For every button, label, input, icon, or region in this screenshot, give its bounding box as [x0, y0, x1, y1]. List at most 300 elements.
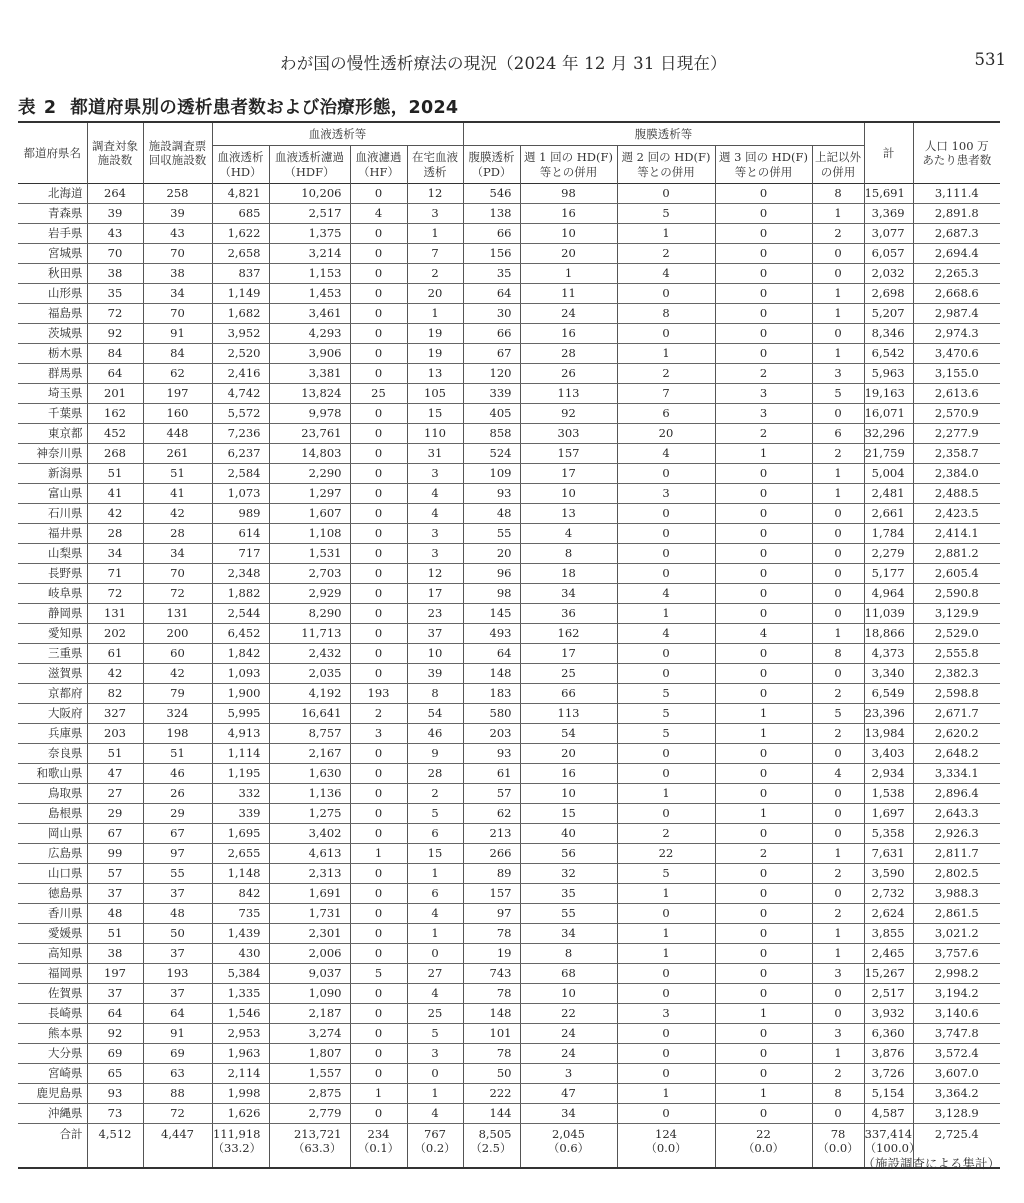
prefecture-name: 栃木県	[18, 344, 87, 364]
cell-home-hd: 5	[407, 804, 463, 824]
prefecture-name: 神奈川県	[18, 444, 87, 464]
total-pd-hd3-pct: （0.0）	[742, 1141, 785, 1156]
cell-pd-hd1: 26	[520, 364, 617, 384]
prefecture-name: 北海道	[18, 184, 87, 204]
cell-total: 3,726	[864, 1064, 913, 1084]
prefecture-name: 沖縄県	[18, 1104, 87, 1124]
cell-pd-hd1: 20	[520, 744, 617, 764]
cell-surveyed: 201	[87, 384, 143, 404]
cell-hd: 3,952	[212, 324, 269, 344]
cell-hd: 1,439	[212, 924, 269, 944]
cell-pd-hd1: 68	[520, 964, 617, 984]
cell-pd: 93	[463, 744, 520, 764]
table-row	[18, 784, 1000, 804]
cell-hdf: 23,761	[269, 424, 350, 444]
prefecture-name: 和歌山県	[18, 764, 87, 784]
cell-pd-other: 5	[812, 384, 864, 404]
cell-hd: 5,572	[212, 404, 269, 424]
cell-hdf: 9,037	[269, 964, 350, 984]
cell-pd-hd2: 0	[617, 184, 715, 204]
cell-hd: 5,995	[212, 704, 269, 724]
cell-total: 2,481	[864, 484, 913, 504]
cell-pd-other: 0	[812, 404, 864, 424]
cell-total: 6,360	[864, 1024, 913, 1044]
table-row	[18, 1084, 1000, 1104]
total-pd-hd2-value: 124	[655, 1127, 677, 1141]
cell-surveyed: 70	[87, 244, 143, 264]
cell-hdf: 2,006	[269, 944, 350, 964]
total-home-hd-value: 767	[424, 1127, 446, 1141]
cell-pd-other: 1	[812, 464, 864, 484]
cell-hf: 0	[350, 664, 407, 684]
cell-responded: 72	[143, 1104, 212, 1124]
cell-pd-hd3: 3	[715, 404, 812, 424]
cell-total: 16,071	[864, 404, 913, 424]
cell-per-million: 2,687.3	[913, 224, 1000, 244]
cell-pd: 203	[463, 724, 520, 744]
cell-pd-hd2: 5	[617, 864, 715, 884]
cell-per-million: 2,265.3	[913, 264, 1000, 284]
cell-pd-hd2: 5	[617, 684, 715, 704]
header-line: 週 1 回の HD(F)	[524, 150, 613, 165]
cell-responded: 42	[143, 504, 212, 524]
cell-pd-hd3: 0	[715, 324, 812, 344]
cell-responded: 29	[143, 804, 212, 824]
table-row	[18, 484, 1000, 504]
cell-pd-hd3: 1	[715, 1084, 812, 1104]
prefecture-name: 香川県	[18, 904, 87, 924]
cell-pd: 148	[463, 1004, 520, 1024]
header-facilities-surveyed	[87, 122, 143, 184]
cell-pd-hd3: 0	[715, 184, 812, 204]
cell-per-million: 3,128.9	[913, 1104, 1000, 1124]
cell-responded: 62	[143, 364, 212, 384]
cell-hdf: 10,206	[269, 184, 350, 204]
cell-per-million: 3,334.1	[913, 764, 1000, 784]
cell-responded: 46	[143, 764, 212, 784]
cell-pd: 266	[463, 844, 520, 864]
prefecture-name: 埼玉県	[18, 384, 87, 404]
prefecture-name: 青森県	[18, 204, 87, 224]
header-line: あたり患者数	[922, 153, 992, 167]
cell-pd: 96	[463, 564, 520, 584]
cell-hdf: 2,290	[269, 464, 350, 484]
cell-responded: 64	[143, 1004, 212, 1024]
cell-hd: 1,149	[212, 284, 269, 304]
cell-pd: 138	[463, 204, 520, 224]
cell-total: 3,855	[864, 924, 913, 944]
cell-hd: 1,546	[212, 1004, 269, 1024]
cell-total: 21,759	[864, 444, 913, 464]
cell-surveyed: 38	[87, 944, 143, 964]
cell-pd-hd1: 17	[520, 464, 617, 484]
cell-hdf: 3,402	[269, 824, 350, 844]
cell-pd: 62	[463, 804, 520, 824]
cell-home-hd: 4	[407, 904, 463, 924]
cell-per-million: 2,671.7	[913, 704, 1000, 724]
cell-hd: 6,452	[212, 624, 269, 644]
cell-pd-hd1: 56	[520, 844, 617, 864]
cell-total: 4,587	[864, 1104, 913, 1124]
cell-pd-hd1: 36	[520, 604, 617, 624]
cell-pd: 145	[463, 604, 520, 624]
cell-home-hd: 5	[407, 1024, 463, 1044]
total-hf-pct: （0.1）	[357, 1141, 400, 1156]
cell-pd-hd3: 0	[715, 964, 812, 984]
table-row	[18, 264, 1000, 284]
cell-total: 11,039	[864, 604, 913, 624]
cell-per-million: 2,414.1	[913, 524, 1000, 544]
header-line: 施設数	[97, 153, 133, 167]
cell-hf: 0	[350, 924, 407, 944]
cell-hd: 2,953	[212, 1024, 269, 1044]
cell-responded: 70	[143, 564, 212, 584]
cell-hd: 332	[212, 784, 269, 804]
cell-responded: 70	[143, 244, 212, 264]
cell-per-million: 2,358.7	[913, 444, 1000, 464]
cell-home-hd: 1	[407, 304, 463, 324]
table-row	[18, 364, 1000, 384]
cell-pd-hd3: 0	[715, 664, 812, 684]
cell-pd-hd2: 1	[617, 344, 715, 364]
cell-pd-hd1: 92	[520, 404, 617, 424]
cell-surveyed: 41	[87, 484, 143, 504]
cell-home-hd: 3	[407, 464, 463, 484]
header-line: 調査対象	[92, 138, 138, 153]
cell-surveyed: 34	[87, 544, 143, 564]
cell-pd-hd3: 4	[715, 624, 812, 644]
cell-home-hd: 105	[407, 384, 463, 404]
cell-hd: 5,384	[212, 964, 269, 984]
cell-responded: 50	[143, 924, 212, 944]
cell-hd: 1,114	[212, 744, 269, 764]
cell-total: 2,279	[864, 544, 913, 564]
cell-hf: 3	[350, 724, 407, 744]
cell-surveyed: 197	[87, 964, 143, 984]
cell-hf: 0	[350, 1024, 407, 1044]
cell-pd-hd3: 1	[715, 444, 812, 464]
cell-pd-hd2: 6	[617, 404, 715, 424]
cell-surveyed: 202	[87, 624, 143, 644]
cell-hf: 0	[350, 284, 407, 304]
cell-pd-other: 0	[812, 244, 864, 264]
cell-pd-hd1: 16	[520, 764, 617, 784]
cell-pd-hd1: 20	[520, 244, 617, 264]
cell-pd-hd3: 0	[715, 484, 812, 504]
cell-surveyed: 51	[87, 464, 143, 484]
cell-pd-hd2: 0	[617, 284, 715, 304]
cell-total: 2,934	[864, 764, 913, 784]
table-row	[18, 324, 1000, 344]
cell-hf: 0	[350, 784, 407, 804]
cell-hd: 837	[212, 264, 269, 284]
cell-responded: 38	[143, 264, 212, 284]
cell-pd: 57	[463, 784, 520, 804]
header-line: （HDF）	[284, 164, 335, 179]
cell-responded: 37	[143, 884, 212, 904]
cell-pd-other: 2	[812, 444, 864, 464]
cell-hd: 1,882	[212, 584, 269, 604]
cell-hf: 0	[350, 344, 407, 364]
prefecture-name: 愛知県	[18, 624, 87, 644]
prefecture-name: 三重県	[18, 644, 87, 664]
total-label: 合計	[18, 1124, 87, 1169]
cell-surveyed: 37	[87, 884, 143, 904]
table-title	[18, 94, 458, 119]
cell-pd-hd3: 0	[715, 944, 812, 964]
header-hd	[212, 146, 269, 184]
cell-total: 6,057	[864, 244, 913, 264]
cell-pd-hd2: 1	[617, 604, 715, 624]
cell-pd-other: 1	[812, 944, 864, 964]
table-row	[18, 764, 1000, 784]
cell-surveyed: 72	[87, 584, 143, 604]
table-row	[18, 624, 1000, 644]
cell-surveyed: 65	[87, 1064, 143, 1084]
cell-pd: 546	[463, 184, 520, 204]
prefecture-name: 愛媛県	[18, 924, 87, 944]
cell-hdf: 3,274	[269, 1024, 350, 1044]
cell-pd-hd1: 98	[520, 184, 617, 204]
cell-total: 4,373	[864, 644, 913, 664]
cell-hdf: 9,978	[269, 404, 350, 424]
total-pd-hd3	[715, 1124, 812, 1169]
cell-total: 3,876	[864, 1044, 913, 1064]
cell-hdf: 3,461	[269, 304, 350, 324]
total-hdf	[269, 1124, 350, 1169]
header-line: 腹膜透析	[468, 150, 515, 165]
cell-responded: 72	[143, 584, 212, 604]
table-row	[18, 844, 1000, 864]
table-row	[18, 864, 1000, 884]
cell-hd: 430	[212, 944, 269, 964]
cell-home-hd: 9	[407, 744, 463, 764]
cell-home-hd: 54	[407, 704, 463, 724]
cell-hf: 0	[350, 864, 407, 884]
cell-responded: 70	[143, 304, 212, 324]
table-row	[18, 1044, 1000, 1064]
prefecture-name: 富山県	[18, 484, 87, 504]
cell-total: 7,631	[864, 844, 913, 864]
cell-pd-other: 0	[812, 544, 864, 564]
cell-hd: 4,913	[212, 724, 269, 744]
cell-hdf: 8,290	[269, 604, 350, 624]
cell-pd-other: 0	[812, 784, 864, 804]
cell-per-million: 2,974.3	[913, 324, 1000, 344]
cell-pd-hd1: 55	[520, 904, 617, 924]
cell-pd-hd3: 0	[715, 304, 812, 324]
prefecture-name: 新潟県	[18, 464, 87, 484]
table-header	[18, 122, 1000, 184]
cell-home-hd: 12	[407, 564, 463, 584]
header-line: の併用	[820, 164, 856, 179]
cell-pd-hd2: 4	[617, 584, 715, 604]
cell-pd-hd1: 8	[520, 944, 617, 964]
cell-per-million: 2,529.0	[913, 624, 1000, 644]
cell-home-hd: 10	[407, 644, 463, 664]
cell-hdf: 16,641	[269, 704, 350, 724]
cell-pd: 55	[463, 524, 520, 544]
table-row	[18, 724, 1000, 744]
cell-hd: 735	[212, 904, 269, 924]
prefecture-name: 宮城県	[18, 244, 87, 264]
cell-hdf: 2,432	[269, 644, 350, 664]
cell-pd-hd3: 0	[715, 604, 812, 624]
cell-pd-hd3: 0	[715, 564, 812, 584]
cell-pd-hd1: 13	[520, 504, 617, 524]
cell-hd: 2,416	[212, 364, 269, 384]
header-line: 血液濾過	[355, 150, 402, 165]
cell-hf: 0	[350, 524, 407, 544]
cell-surveyed: 84	[87, 344, 143, 364]
table-body	[18, 184, 1000, 1169]
cell-per-million: 2,620.2	[913, 724, 1000, 744]
cell-hd: 685	[212, 204, 269, 224]
total-pd-value: 8,505	[478, 1127, 512, 1141]
cell-pd: 97	[463, 904, 520, 924]
cell-home-hd: 6	[407, 884, 463, 904]
cell-pd: 493	[463, 624, 520, 644]
cell-hd: 614	[212, 524, 269, 544]
cell-pd-hd2: 4	[617, 264, 715, 284]
cell-hdf: 1,090	[269, 984, 350, 1004]
cell-home-hd: 1	[407, 1084, 463, 1104]
cell-pd-hd2: 3	[617, 1004, 715, 1024]
cell-home-hd: 0	[407, 1064, 463, 1084]
cell-home-hd: 46	[407, 724, 463, 744]
cell-hdf: 4,293	[269, 324, 350, 344]
cell-surveyed: 131	[87, 604, 143, 624]
cell-pd-hd3: 2	[715, 844, 812, 864]
cell-pd-hd1: 10	[520, 784, 617, 804]
table-row	[18, 184, 1000, 204]
cell-home-hd: 2	[407, 264, 463, 284]
header-line: （PD）	[471, 164, 512, 179]
cell-pd-other: 2	[812, 724, 864, 744]
cell-total: 3,369	[864, 204, 913, 224]
cell-per-million: 2,998.2	[913, 964, 1000, 984]
cell-surveyed: 71	[87, 564, 143, 584]
cell-hf: 0	[350, 984, 407, 1004]
cell-hd: 339	[212, 804, 269, 824]
cell-per-million: 2,861.5	[913, 904, 1000, 924]
cell-hdf: 2,929	[269, 584, 350, 604]
cell-pd: 20	[463, 544, 520, 564]
cell-surveyed: 73	[87, 1104, 143, 1124]
cell-responded: 160	[143, 404, 212, 424]
table-row	[18, 804, 1000, 824]
prefecture-name: 山形県	[18, 284, 87, 304]
cell-pd-hd3: 0	[715, 1024, 812, 1044]
cell-surveyed: 42	[87, 664, 143, 684]
cell-total: 1,697	[864, 804, 913, 824]
cell-total: 5,177	[864, 564, 913, 584]
cell-pd-hd1: 24	[520, 1044, 617, 1064]
cell-surveyed: 28	[87, 524, 143, 544]
cell-pd-other: 4	[812, 764, 864, 784]
prefecture-name: 佐賀県	[18, 984, 87, 1004]
cell-pd-other: 0	[812, 604, 864, 624]
cell-pd-hd2: 0	[617, 644, 715, 664]
cell-hdf: 14,803	[269, 444, 350, 464]
cell-pd-hd2: 4	[617, 624, 715, 644]
cell-home-hd: 4	[407, 1104, 463, 1124]
cell-pd: 66	[463, 324, 520, 344]
cell-hd: 1,963	[212, 1044, 269, 1064]
cell-per-million: 3,572.4	[913, 1044, 1000, 1064]
cell-pd-hd3: 0	[715, 244, 812, 264]
cell-surveyed: 43	[87, 224, 143, 244]
cell-hdf: 2,779	[269, 1104, 350, 1124]
cell-per-million: 3,194.2	[913, 984, 1000, 1004]
table-row	[18, 224, 1000, 244]
prefecture-name: 秋田県	[18, 264, 87, 284]
table-row	[18, 384, 1000, 404]
cell-per-million: 3,988.3	[913, 884, 1000, 904]
cell-hd: 7,236	[212, 424, 269, 444]
cell-pd-hd1: 54	[520, 724, 617, 744]
cell-pd: 183	[463, 684, 520, 704]
total-pd-hd2-pct: （0.0）	[645, 1141, 687, 1156]
cell-per-million: 2,488.5	[913, 484, 1000, 504]
cell-hd: 4,821	[212, 184, 269, 204]
table-label: 表	[18, 98, 36, 118]
cell-total: 5,207	[864, 304, 913, 324]
cell-hdf: 2,517	[269, 204, 350, 224]
cell-pd: 48	[463, 504, 520, 524]
total-pd-hd2	[617, 1124, 715, 1169]
cell-hdf: 2,167	[269, 744, 350, 764]
cell-pd-hd2: 1	[617, 1084, 715, 1104]
prefecture-name: 高知県	[18, 944, 87, 964]
cell-pd-hd2: 4	[617, 444, 715, 464]
header-group-peritoneal: 腹膜透析等	[463, 122, 864, 146]
cell-surveyed: 35	[87, 284, 143, 304]
cell-hf: 0	[350, 264, 407, 284]
table-row	[18, 544, 1000, 564]
cell-hdf: 1,557	[269, 1064, 350, 1084]
cell-pd-hd3: 0	[715, 824, 812, 844]
header-home-hd	[407, 146, 463, 184]
cell-home-hd: 15	[407, 404, 463, 424]
cell-hf: 25	[350, 384, 407, 404]
cell-pd-hd3: 0	[715, 1064, 812, 1084]
cell-total: 8,346	[864, 324, 913, 344]
cell-pd-hd2: 0	[617, 904, 715, 924]
cell-hd: 6,237	[212, 444, 269, 464]
cell-pd-other: 1	[812, 304, 864, 324]
cell-pd-hd3: 0	[715, 904, 812, 924]
cell-pd-hd1: 10	[520, 484, 617, 504]
cell-responded: 28	[143, 524, 212, 544]
cell-pd-hd3: 0	[715, 744, 812, 764]
cell-hd: 1,626	[212, 1104, 269, 1124]
total-hf-value: 234	[367, 1127, 390, 1141]
cell-surveyed: 92	[87, 1024, 143, 1044]
cell-responded: 448	[143, 424, 212, 444]
cell-pd: 98	[463, 584, 520, 604]
cell-surveyed: 47	[87, 764, 143, 784]
cell-pd-hd2: 0	[617, 1104, 715, 1124]
cell-hf: 0	[350, 764, 407, 784]
cell-hf: 2	[350, 704, 407, 724]
cell-surveyed: 51	[87, 924, 143, 944]
cell-per-million: 3,140.6	[913, 1004, 1000, 1024]
cell-surveyed: 327	[87, 704, 143, 724]
cell-responded: 41	[143, 484, 212, 504]
cell-total: 2,465	[864, 944, 913, 964]
cell-pd-hd2: 0	[617, 464, 715, 484]
